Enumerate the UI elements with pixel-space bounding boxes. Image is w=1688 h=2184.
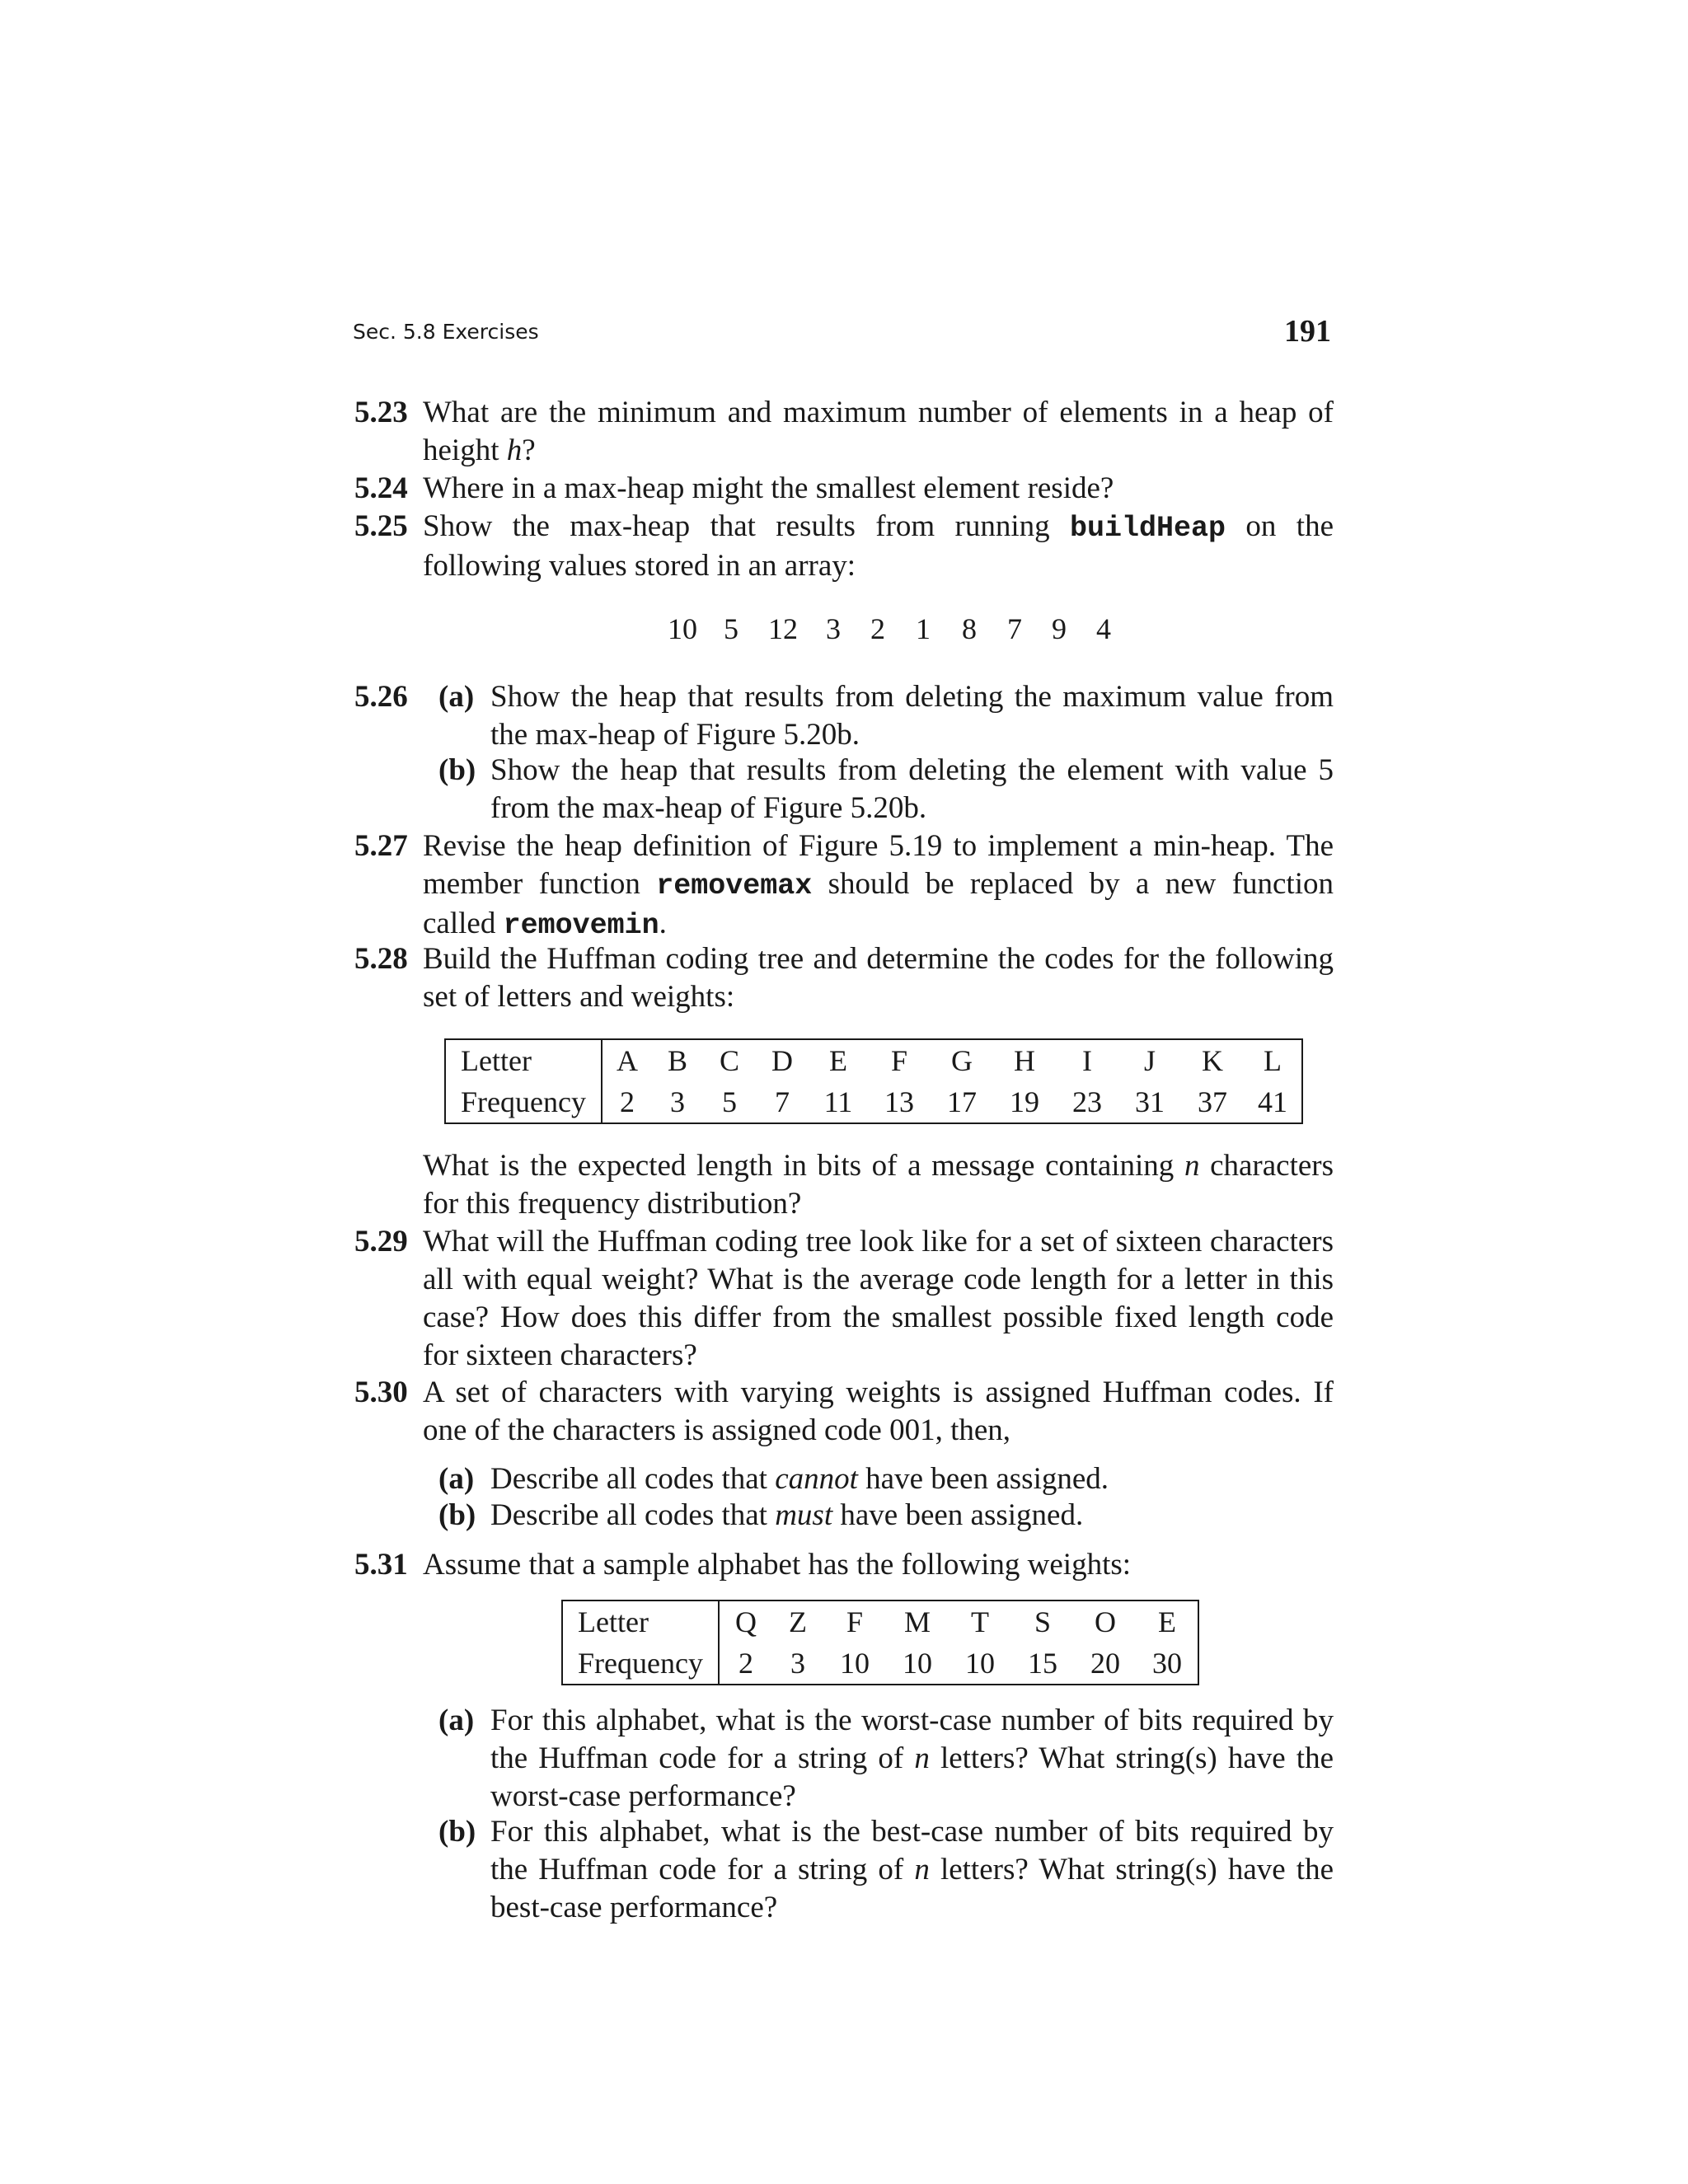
exercise-5-28-followup [354,1147,1334,1223]
array-value: 1 [916,612,931,645]
page-number: 191 [1284,314,1331,349]
subpart-label: (b) [438,1815,476,1849]
subpart-text: For this alphabet, what is the worst-case number of bits required by the Huffman code for a string of n letters? What string(s) have the worst-case performance? [490,1704,1334,1813]
exercise-text: What are the minimum and maximum number of elements in a heap of height h? [423,396,1334,467]
table-cell: B [667,1044,687,1077]
table-cell: 11 [823,1085,853,1118]
exercise-5-24 [354,470,1334,508]
code-identifier: removemin [503,909,659,942]
table-cell: T [970,1605,989,1638]
array-value: 5 [724,612,738,645]
table-cell: 37 [1197,1085,1227,1118]
table-row-letters [562,1601,1198,1643]
exercise-text: Build the Huffman coding tree and determine the codes for the following set of letters and weights: [423,942,1334,1014]
array-values [658,610,1126,648]
array-value: 8 [962,612,977,645]
exercise-number: 5.29 [354,1225,408,1258]
code-identifier: buildHeap [1070,512,1226,545]
exercise-5-30 [354,1374,1334,1450]
math-variable: n [914,1741,930,1775]
exercise-text: A set of characters with varying weights is assigned Huffman codes. If one of the characters is assigned code 001, then, [423,1376,1334,1447]
table-cell: O [1094,1605,1116,1638]
exercise-number: 5.24 [354,471,408,505]
exercise-text: Assume that a sample alphabet has the following weights: [423,1548,1132,1582]
exercise-text: Revise the heap definition of Figure 5.19 to implement a min-heap. The member function removemax should be replaced by a new function called removemin. [423,829,1334,942]
row-header: Letter [445,1039,602,1081]
exercise-number: 5.31 [354,1548,408,1582]
subpart-a [438,1460,1334,1498]
table-row-frequencies [445,1081,1302,1123]
math-variable: n [914,1853,930,1886]
table-cell: G [950,1044,973,1077]
emphasis: must [775,1498,833,1532]
exercise-5-29 [354,1223,1334,1375]
table-cell: 23 [1071,1085,1102,1118]
exercise-5-25 [354,508,1334,585]
array-value: 10 [668,612,697,645]
math-variable: h [506,434,523,467]
subpart-b [438,752,1334,827]
table-cell: K [1201,1044,1223,1077]
subpart-text: Describe all codes that cannot have been assigned. [490,1462,1109,1496]
table-cell: 10 [839,1647,870,1680]
table-cell: I [1081,1044,1092,1077]
table-cell: D [771,1044,793,1077]
table-cell: 30 [1151,1647,1182,1680]
table-cell: 3 [669,1085,685,1118]
table-cell: 10 [902,1647,932,1680]
exercise-text: What is the expected length in bits of a message containing n characters for this frequency distribution? [423,1149,1334,1221]
exercise-number: 5.27 [354,829,408,863]
running-head: Sec. 5.8 Exercises [353,320,539,344]
table-cell: Z [788,1605,807,1638]
math-variable: n [1184,1149,1200,1183]
subpart-a [438,678,1334,754]
exercise-number: 5.28 [354,942,408,976]
subpart-label: (b) [438,1498,476,1532]
code-identifier: removemax [656,869,813,902]
table-cell: 2 [619,1085,635,1118]
table-cell: Q [734,1605,757,1638]
table-cell: 10 [964,1647,995,1680]
emphasis: cannot [775,1462,858,1496]
subpart-label: (a) [438,680,475,714]
exercise-text: What will the Huffman coding tree look like for a set of sixteen characters all with equal weight? What is the average code length for a letter in this case? How does this differ from the smallest possible fixed length code for sixteen characters? [423,1225,1334,1372]
subpart-b [438,1497,1334,1535]
exercise-5-27 [354,827,1334,944]
array-value: 12 [768,612,798,645]
table-cell: 2 [738,1647,753,1680]
row-header: Frequency [445,1081,602,1123]
subpart-text: For this alphabet, what is the best-case number of bits required by the Huffman code for a string of n letters? What string(s) have the best-case performance? [490,1815,1334,1924]
row-header: Frequency [562,1643,719,1685]
subpart-a [438,1702,1334,1816]
frequency-table-2 [561,1600,1199,1685]
exercise-number: 5.26 [354,680,408,714]
table-cell: 19 [1009,1085,1039,1118]
subpart-label: (a) [438,1704,475,1737]
table-cell: E [828,1044,847,1077]
exercise-number: 5.23 [354,396,408,429]
array-value: 4 [1096,612,1111,645]
exercise-number: 5.30 [354,1376,408,1409]
table-cell: F [890,1044,907,1077]
table-cell: J [1143,1044,1156,1077]
row-header: Letter [562,1601,719,1643]
array-value: 9 [1052,612,1067,645]
table-cell: 7 [774,1085,790,1118]
exercise-number: 5.25 [354,509,408,543]
subpart-b [438,1813,1334,1927]
exercise-text: Where in a max-heap might the smallest element reside? [423,471,1114,505]
table-cell: S [1034,1605,1051,1638]
exercise-5-23 [354,394,1334,470]
table-cell: 41 [1257,1085,1287,1118]
table-row-letters [445,1039,1302,1081]
array-value: 3 [826,612,841,645]
table-cell: 31 [1134,1085,1165,1118]
table-cell: F [846,1605,863,1638]
table-row-frequencies [562,1643,1198,1685]
exercise-text: Show the max-heap that results from running buildHeap on the following values stored in an array: [423,509,1334,583]
table-cell: 15 [1027,1647,1057,1680]
table-cell: 20 [1090,1647,1120,1680]
exercise-5-31 [354,1546,1334,1584]
table-cell: C [719,1044,739,1077]
table-cell: 3 [790,1647,805,1680]
exercise-5-28 [354,940,1334,1016]
subpart-text: Show the heap that results from deleting the maximum value from the max-heap of Figure 5.20b. [490,680,1334,752]
table-cell: 13 [884,1085,914,1118]
subpart-text: Describe all codes that must have been assigned. [490,1498,1084,1532]
subpart-text: Show the heap that results from deleting the element with value 5 from the max-heap of Figure 5.20b. [490,753,1334,825]
table-cell: A [616,1044,638,1077]
subpart-label: (b) [438,753,476,787]
table-cell: 17 [946,1085,977,1118]
array-value: 7 [1007,612,1022,645]
array-value: 2 [870,612,885,645]
table-cell: H [1013,1044,1035,1077]
table-cell: E [1157,1605,1176,1638]
subpart-label: (a) [438,1462,475,1496]
table-cell: L [1263,1044,1282,1077]
table-cell: M [903,1605,931,1638]
frequency-table-1 [444,1038,1303,1124]
table-cell: 5 [721,1085,737,1118]
